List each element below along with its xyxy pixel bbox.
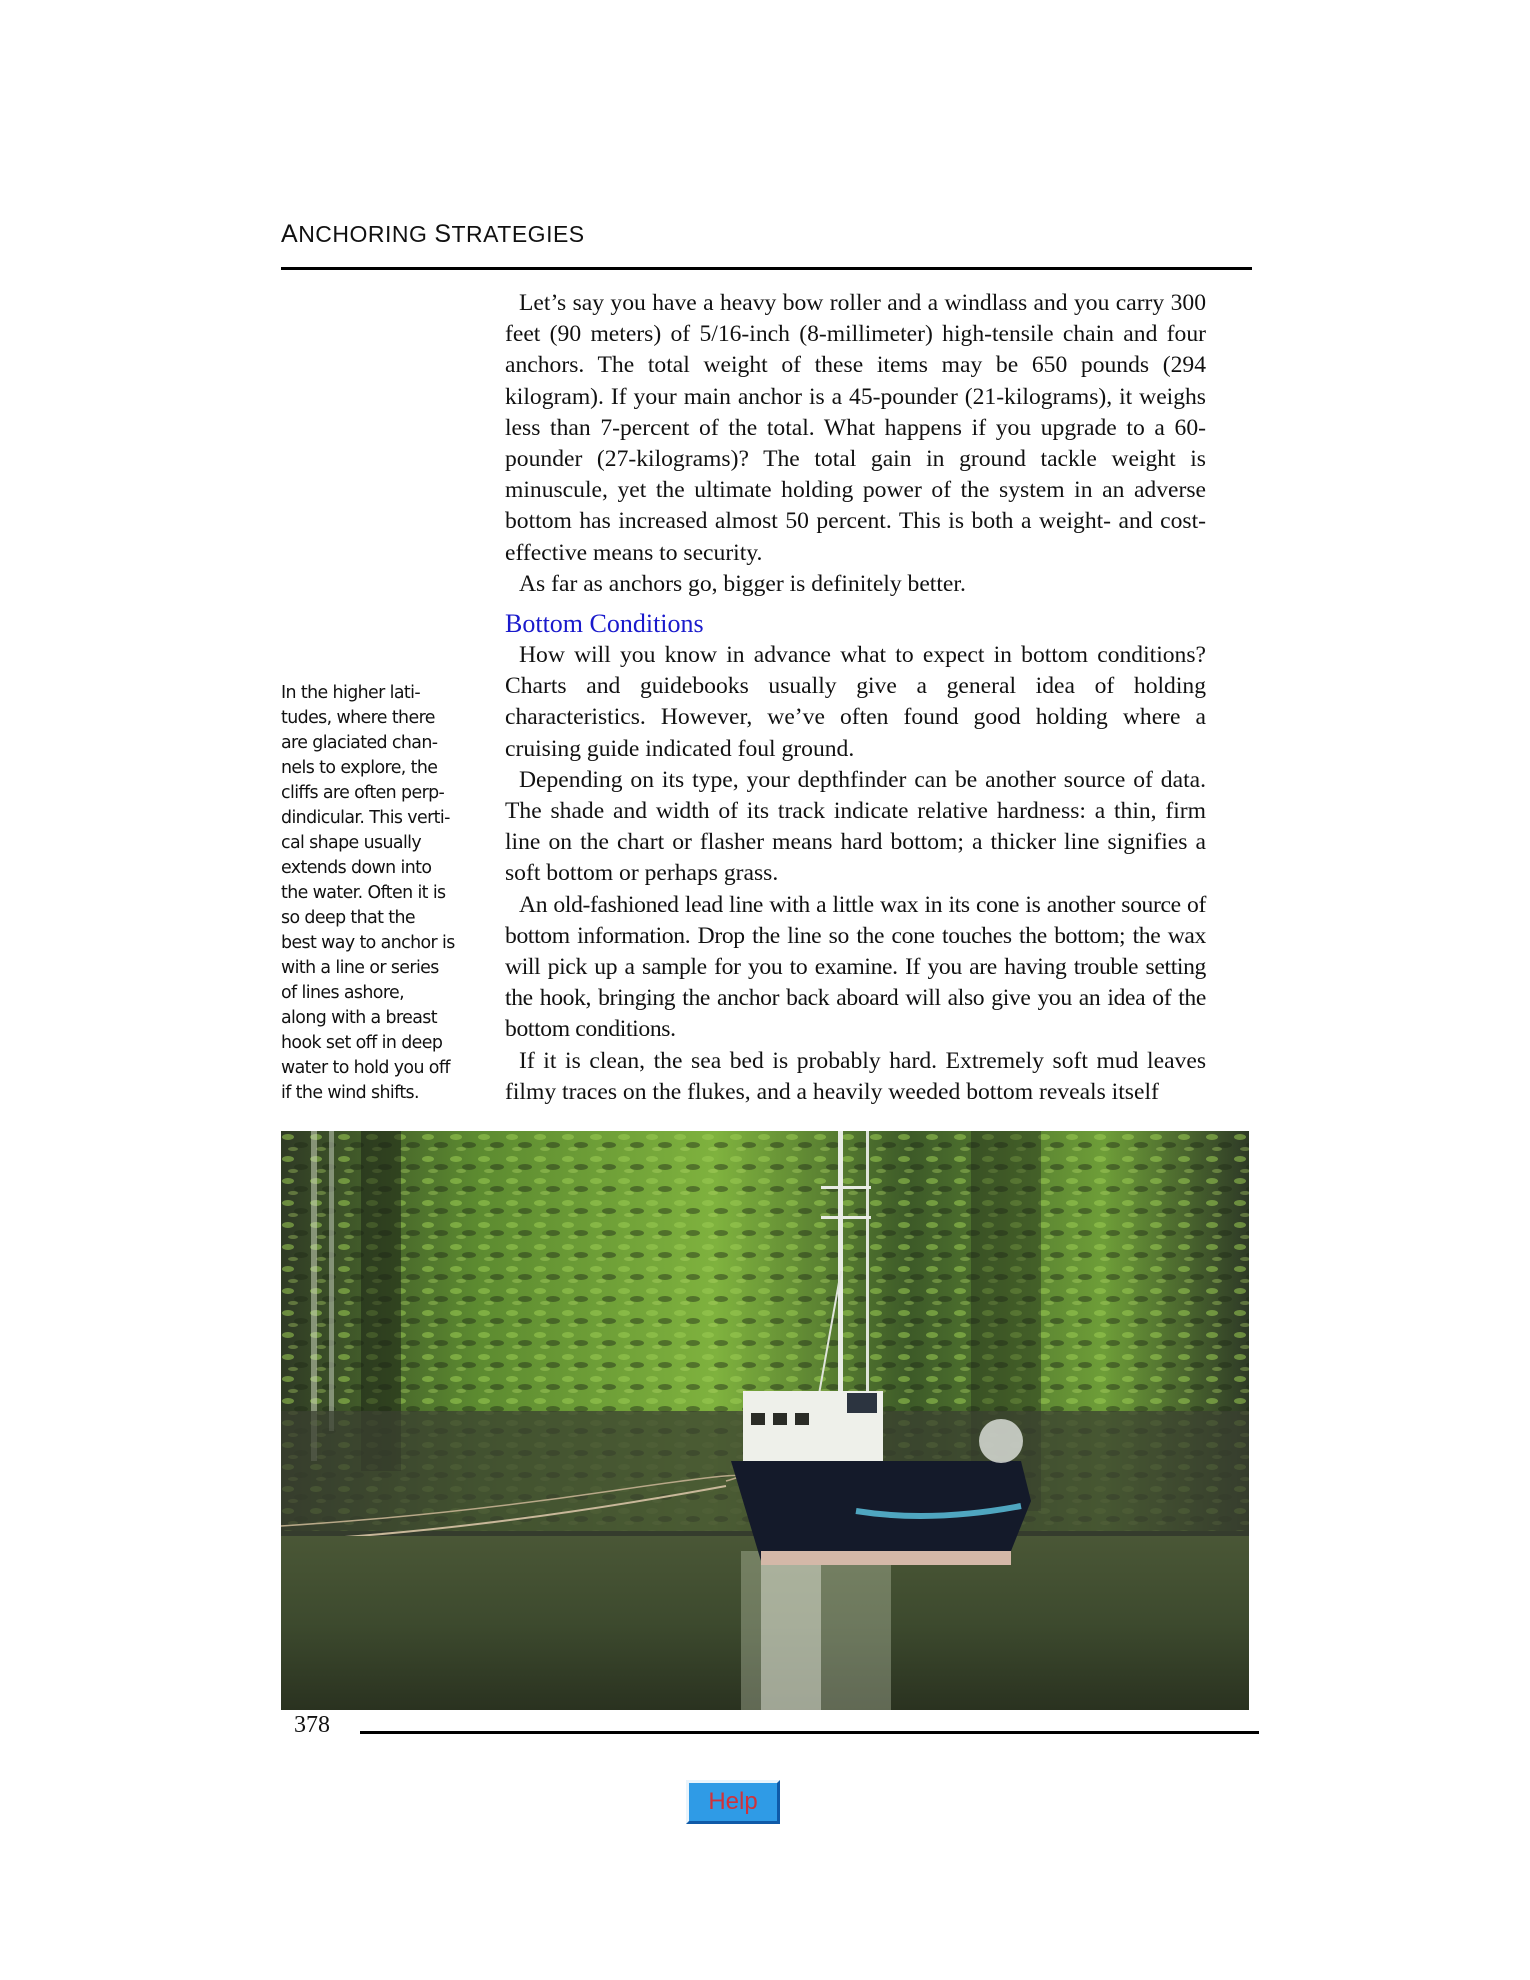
caption-line: of lines ashore,: [281, 983, 405, 1003]
caption-line: cal shape usually: [281, 833, 422, 853]
body-paragraph: If it is clean, the sea bed is probably hard. Extremely soft mud leaves filmy traces on the flukes, and a heavily weeded bottom reveals itself: [505, 1047, 1206, 1105]
caption-line: extends down into: [281, 858, 432, 878]
body-paragraph: An old-fashioned lead line with a little wax in its cone is another source of bottom information. Drop the line so the cone touches the bottom; the wax will pick up a sample for you to examine. If you are having trouble setting the hook, bringing the anchor back aboard will also give you an idea of the bottom conditions.: [505, 891, 1206, 1043]
running-head-initial: A: [281, 220, 299, 248]
body-paragraph: Depending on its type, your depthfinder can be another source of data. The shade and width of its track indicate relative hardness: a thin, firm line on the chart or flasher means hard bottom; a thicker line signifies a soft bottom or perhaps grass.: [505, 766, 1206, 887]
running-head: [281, 220, 585, 249]
running-head-part: NCHORING: [298, 221, 435, 247]
caption-line: cliffs are often perp-: [281, 783, 445, 803]
caption-line: water to hold you off: [281, 1058, 450, 1078]
body-paragraph: As far as anchors go, bigger is definitely better.: [519, 570, 966, 597]
caption-line: dindicular. This verti-: [281, 808, 450, 828]
caption-line: so deep that the: [281, 908, 416, 928]
footer-rule: [360, 1731, 1259, 1734]
caption-line: hook set off in deep: [281, 1033, 443, 1053]
header-rule: [281, 267, 1252, 270]
boat-photo-illustration: [281, 1131, 1249, 1710]
caption-line: if the wind shifts.: [281, 1083, 419, 1103]
caption-line: In the higher lati-: [281, 683, 421, 703]
body-text-column: [505, 288, 1206, 1108]
body-paragraph: How will you know in advance what to expect in bottom conditions? Charts and guidebooks usually give a general idea of holding characteristics. However, we’ve often found good holding where a cruising guide indicated foul ground.: [505, 642, 1206, 762]
sidebar-caption: [281, 681, 471, 1106]
caption-line: tudes, where there: [281, 708, 435, 728]
caption-line: the water. Often it is: [281, 883, 446, 903]
running-head-initial: S: [434, 220, 452, 248]
running-head-part: TRATEGIES: [451, 221, 585, 247]
boat-photo: [281, 1131, 1249, 1710]
help-button[interactable]: Help: [686, 1780, 780, 1824]
body-paragraph: Let’s say you have a heavy bow roller and a windlass and you carry 300 feet (90 meters) of 5/16-inch (8-millimeter) high-tensile chain and four anchors. The total weight of these items may be 650 pounds (294 kilogram). If your main anchor is a 45-pounder (21-kilograms), it weighs less than 7-percent of the total. What happens if you upgrade to a 60-pounder (27-kilograms)? The total gain in ground tackle weight is minuscule, yet the ultimate holding power of the system in an adverse bottom has increased almost 50 percent. This is both a weight- and cost-effective means to security.: [505, 290, 1206, 566]
caption-line: are glaciated chan-: [281, 733, 438, 753]
caption-line: along with a breast: [281, 1008, 437, 1028]
caption-line: nels to explore, the: [281, 758, 438, 778]
page-number: 378: [294, 1712, 330, 1738]
caption-line: best way to anchor is: [281, 933, 455, 953]
caption-line: with a line or series: [281, 958, 439, 978]
section-heading: Bottom Conditions: [505, 609, 704, 639]
